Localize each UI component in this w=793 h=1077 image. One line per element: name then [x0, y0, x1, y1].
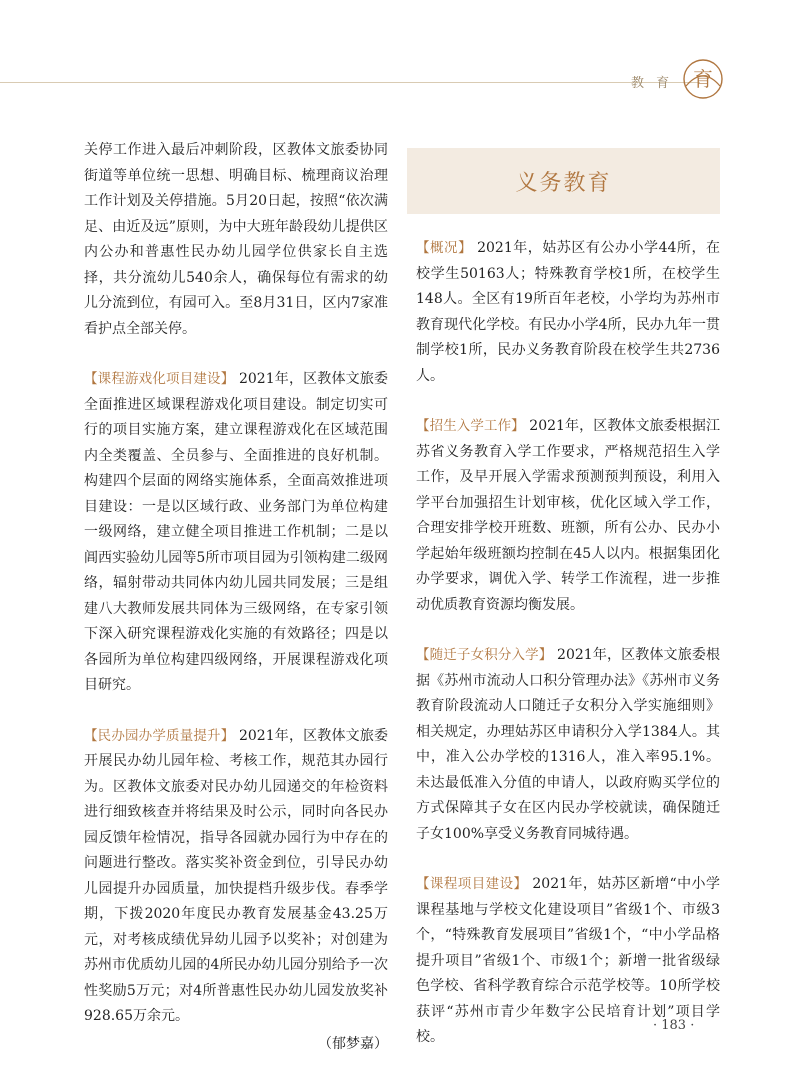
paragraph-keyword: 【招生入学工作】 [416, 418, 525, 434]
header-rule [0, 82, 700, 83]
right-column [416, 236, 720, 1076]
paragraph-overview [416, 236, 720, 389]
paragraph-text: 2021年，姑苏区新增“中小学课程基地与学校文化建设项目”省级1个、市级3个，“特殊教育发展项目”省级1个，“中小学品格提升项目”省级1个、市级1个；新增一批省级绿色学校、省科学教育综合示范学校等。10所学校获评“苏州市青少年数字公民培育计划”项目学校。 [416, 876, 720, 1045]
left-column [84, 138, 388, 1057]
paragraph-keyword: 【课程项目建设】 [416, 876, 528, 892]
author-signature: （郁梦嘉） [318, 1035, 388, 1052]
paragraph-curriculum-gamification [84, 367, 388, 699]
paragraph-private-kindergarten-quality [84, 724, 388, 1030]
paragraph-points-based-admission [416, 643, 720, 847]
paragraph-text: 2021年，区教体文旅委根据江苏省义务教育入学工作要求，严格规范招生入学工作，及早开展入学需求预测预判预设，利用入学平台加强招生计划审核，优化区域入学工作，合理安排学校开班数、班额，所有公办、民办小学起始年级班额均控制在45人以内。根据集团化办学要求，调优入学、转学工作流程，进一步推动优质教育资源均衡发展。 [416, 418, 720, 613]
paragraph-keyword: 【课程游戏化项目建设】 [84, 371, 235, 387]
page-number: · 183 · [653, 1018, 695, 1033]
paragraph-keyword: 【概况】 [416, 240, 473, 256]
paragraph-keyword: 【随迁子女积分入学】 [416, 647, 553, 663]
section-title: 义务教育 [515, 171, 612, 196]
paragraph-text: 2021年，区教体文旅委开展民办幼儿园年检、考核工作，规范其办园行为。区教体文旅委对民办幼儿园递交的年检资料进行细致核查并将结果及时公示，同时向各民办园反馈年检情况，指导各园就办园行为中存在的问题进行整改。落实奖补资金到位，引导民办幼儿园提升办园质量，加快提档升级步伐。春季学期，下拨2020年度民办教育发展基金43.25万元，对考核成绩优异幼儿园予以奖补；对创建为苏州市优质幼儿园的4所民办幼儿园分别给予一次性奖励5万元；对4所普惠性民办幼儿园发放奖补928.65万余元。 [84, 727, 388, 1024]
education-logo-icon [680, 56, 726, 102]
section-heading-box [407, 148, 720, 214]
section-header-label: 教 育 [631, 76, 674, 91]
paragraph-keyword: 【民办园办学质量提升】 [84, 727, 235, 744]
paragraph-text: 2021年，区教体文旅委根据《苏州市流动人口积分管理办法》《苏州市义务教育阶段流动人口随迁子女积分入学实施细则》相关规定，办理姑苏区申请积分入学1384人。其中，准入公办学校的1316人，准入率95.1%。未达最低准入分值的申请人，以政府购买学位的方式保障其子女在区内民办学校就读，确保随迁子女100%享受义务教育同城待遇。 [416, 647, 720, 842]
paragraph-enrollment [416, 414, 720, 618]
intro-paragraph: 关停工作进入最后冲刺阶段，区教体文旅委协同街道等单位统一思想、明确目标、梳理商议治理工作计划及关停措施。5月20日起，按照“依次满足、由近及远”原则，为中大班年龄段幼儿提供区内公办和普惠性民办幼儿园学位供家长自主选择，共分流幼儿540余人，确保每位有需求的幼儿分流到位，有园可入。至8月31日，区内7家准看护点全部关停。 [84, 142, 388, 337]
paragraph-text: 2021年，姑苏区有公办小学44所，在校学生50163人；特殊教育学校1所，在校学生148人。全区有19所百年老校，小学均为苏州市教育现代化学校。有民办小学4所，民办九年一贯制学校1所，民办义务教育阶段在校学生共2736人。 [416, 240, 720, 384]
paragraph-text: 2021年，区教体文旅委全面推进区域课程游戏化项目建设。制定切实可行的项目实施方案，建立课程游戏化在区域范围内全类覆盖、全员参与、全面推进的良好机制。构建四个层面的网络实施体系，全面高效推进项目建设：一是以区域行政、业务部门为单位构建一级网络，建立健全项目推进工作机制；二是以阊西实验幼儿园等5所市项目园为引领构建二级网络，辐射带动共同体内幼儿园共同发展；三是组建八大教师发展共同体为三级网络，在专家引领下深入研究课程游戏化实施的有效路径；四是以各园所为单位构建四级网络，开展课程游戏化项目研究。 [84, 371, 388, 693]
logo-glyph: 育 [693, 67, 713, 91]
